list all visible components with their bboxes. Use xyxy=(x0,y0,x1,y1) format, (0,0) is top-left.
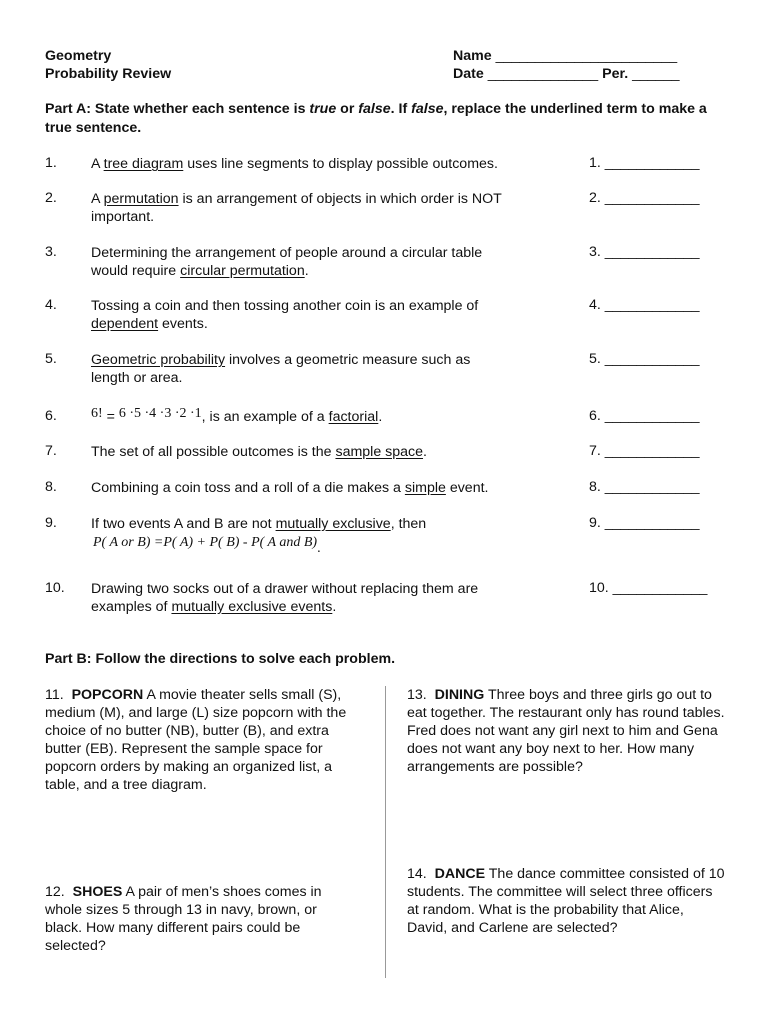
question-text xyxy=(91,515,571,533)
answer-blank[interactable]: 8. ____________ xyxy=(589,479,700,495)
answer-blank[interactable]: 7. ____________ xyxy=(589,443,700,459)
text: The set of all possible outcomes is the xyxy=(91,444,336,460)
question-text xyxy=(91,580,521,616)
question-text xyxy=(91,155,591,173)
underlined-term: factorial xyxy=(328,409,379,425)
underlined-term: circular permutation xyxy=(180,263,305,279)
question-number: 4. xyxy=(45,297,57,313)
text: Tossing a coin and then tossing another coin is an example of xyxy=(91,298,479,314)
period-label: Per. xyxy=(602,66,629,82)
problem-title: DINING xyxy=(434,687,485,703)
false-word: false xyxy=(411,101,444,117)
name-field xyxy=(453,47,677,65)
formula: P( A or B) =P( A) + P( B) - P( A and B) xyxy=(93,535,318,550)
answer-blank[interactable]: 9. ____________ xyxy=(589,515,700,531)
worksheet-title: Probability Review xyxy=(45,66,172,82)
problem-text: A pair of men’s shoes comes in whole sizes 5 through 13 in navy, brown, or black. How many different pairs could be selected? xyxy=(45,884,322,954)
name-label: Name xyxy=(453,48,492,64)
true-word: true xyxy=(309,101,337,117)
problem-number: 13. xyxy=(407,687,427,703)
problem-number: 12. xyxy=(45,884,65,900)
problem-13 xyxy=(407,686,725,776)
question-number: 3. xyxy=(45,244,57,260)
probability-formula xyxy=(93,535,393,556)
or-word: or xyxy=(336,101,359,117)
answer-blank[interactable]: 5. ____________ xyxy=(589,351,700,367)
question-number: 2. xyxy=(45,190,57,206)
answer-blank[interactable]: 6. ____________ xyxy=(589,408,700,424)
answer-blank[interactable]: 4. ____________ xyxy=(589,297,700,313)
math-equals: = xyxy=(102,409,119,425)
text: Combining a coin toss and a roll of a die makes a xyxy=(91,480,405,496)
period-line: ______ xyxy=(632,66,680,82)
question-number: 10. xyxy=(45,580,65,596)
question-text xyxy=(91,244,521,280)
math-rhs: 6 ·5 ·4 ·3 ·2 ·1 xyxy=(118,406,202,421)
name-line: _______________________ xyxy=(495,48,678,64)
text: uses line segments to display possible outcomes. xyxy=(183,156,498,172)
part-a-text: . If xyxy=(390,101,412,117)
problem-12 xyxy=(45,883,355,955)
problem-title: SHOES xyxy=(72,884,123,900)
question-number: 9. xyxy=(45,515,57,531)
question-number: 1. xyxy=(45,155,57,171)
question-text xyxy=(91,408,571,427)
problem-text: Three boys and three girls go out to eat together. The restaurant only has round tables. Fred does not want any girl next to him and Gena does not want any boy next to her. How many arrangements are possible? xyxy=(407,687,725,775)
text: , then xyxy=(390,516,427,532)
column-divider xyxy=(385,686,386,978)
underlined-term: tree diagram xyxy=(103,156,184,172)
problem-number: 14. xyxy=(407,866,427,882)
text: A xyxy=(91,191,104,207)
formula-period: . xyxy=(317,541,321,556)
answer-blank[interactable]: 3. ____________ xyxy=(589,244,700,260)
course-name: Geometry xyxy=(45,48,112,64)
text: Drawing two socks out of a drawer without replacing them are examples of xyxy=(91,581,479,615)
problem-title: POPCORN xyxy=(71,687,144,703)
part-b-instructions: Part B: Follow the directions to solve each problem. xyxy=(45,651,396,667)
text: If two events A and B are not xyxy=(91,516,276,532)
question-number: 7. xyxy=(45,443,57,459)
false-word: false xyxy=(358,101,391,117)
text: . xyxy=(332,599,337,615)
problem-title: DANCE xyxy=(434,866,486,882)
problem-text: The dance committee consisted of 10 students. The committee will select three officers at random. What is the probability that Alice, David, and Carlene are selected? xyxy=(407,866,725,936)
text: , is an example of a xyxy=(201,409,329,425)
text: Determining the arrangement of people around a circular table would require xyxy=(91,245,483,279)
text: A xyxy=(91,156,104,172)
text: event. xyxy=(445,480,489,496)
question-text xyxy=(91,479,581,497)
underlined-term: permutation xyxy=(103,191,179,207)
question-text xyxy=(91,297,521,333)
question-number: 8. xyxy=(45,479,57,495)
part-a-text: Part A: State whether each sentence is xyxy=(45,101,310,117)
part-a-instructions xyxy=(45,100,725,138)
date-label: Date xyxy=(453,66,484,82)
underlined-term: dependent xyxy=(91,316,159,332)
text: . xyxy=(304,263,309,279)
question-text xyxy=(91,443,571,461)
text: . xyxy=(423,444,427,460)
text: involves a geometric measure such as length or area. xyxy=(91,352,471,386)
text: events. xyxy=(158,316,208,332)
answer-blank[interactable]: 10. ____________ xyxy=(589,580,708,596)
problem-text: A movie theater sells small (S), medium (M), and large (L) size popcorn with the choice of no butter (NB), butter (B), and extra butter (EB). Represent the sample space for popcorn orders by making an organized list, a table, and a tree diagram. xyxy=(45,687,347,793)
text: is an arrangement of objects in which order is NOT important. xyxy=(91,191,502,225)
math-lhs: 6! xyxy=(91,406,103,421)
answer-blank[interactable]: 1. ____________ xyxy=(589,155,700,171)
underlined-term: Geometric probability xyxy=(91,352,226,368)
answer-blank[interactable]: 2. ____________ xyxy=(589,190,700,206)
underlined-term: simple xyxy=(404,480,446,496)
question-text xyxy=(91,190,511,226)
text: . xyxy=(378,409,383,425)
underlined-term: mutually exclusive events xyxy=(171,599,333,615)
underlined-term: mutually exclusive xyxy=(275,516,391,532)
date-field xyxy=(453,65,679,83)
underlined-term: sample space xyxy=(335,444,424,460)
date-line: ______________ xyxy=(487,66,599,82)
part-a-text: , replace the underlined term to make a true sentence. xyxy=(45,101,707,136)
problem-number: 11. xyxy=(45,687,64,703)
question-text xyxy=(91,351,511,387)
question-number: 6. xyxy=(45,408,57,424)
problem-11 xyxy=(45,686,355,794)
problem-14 xyxy=(407,865,725,937)
question-number: 5. xyxy=(45,351,57,367)
